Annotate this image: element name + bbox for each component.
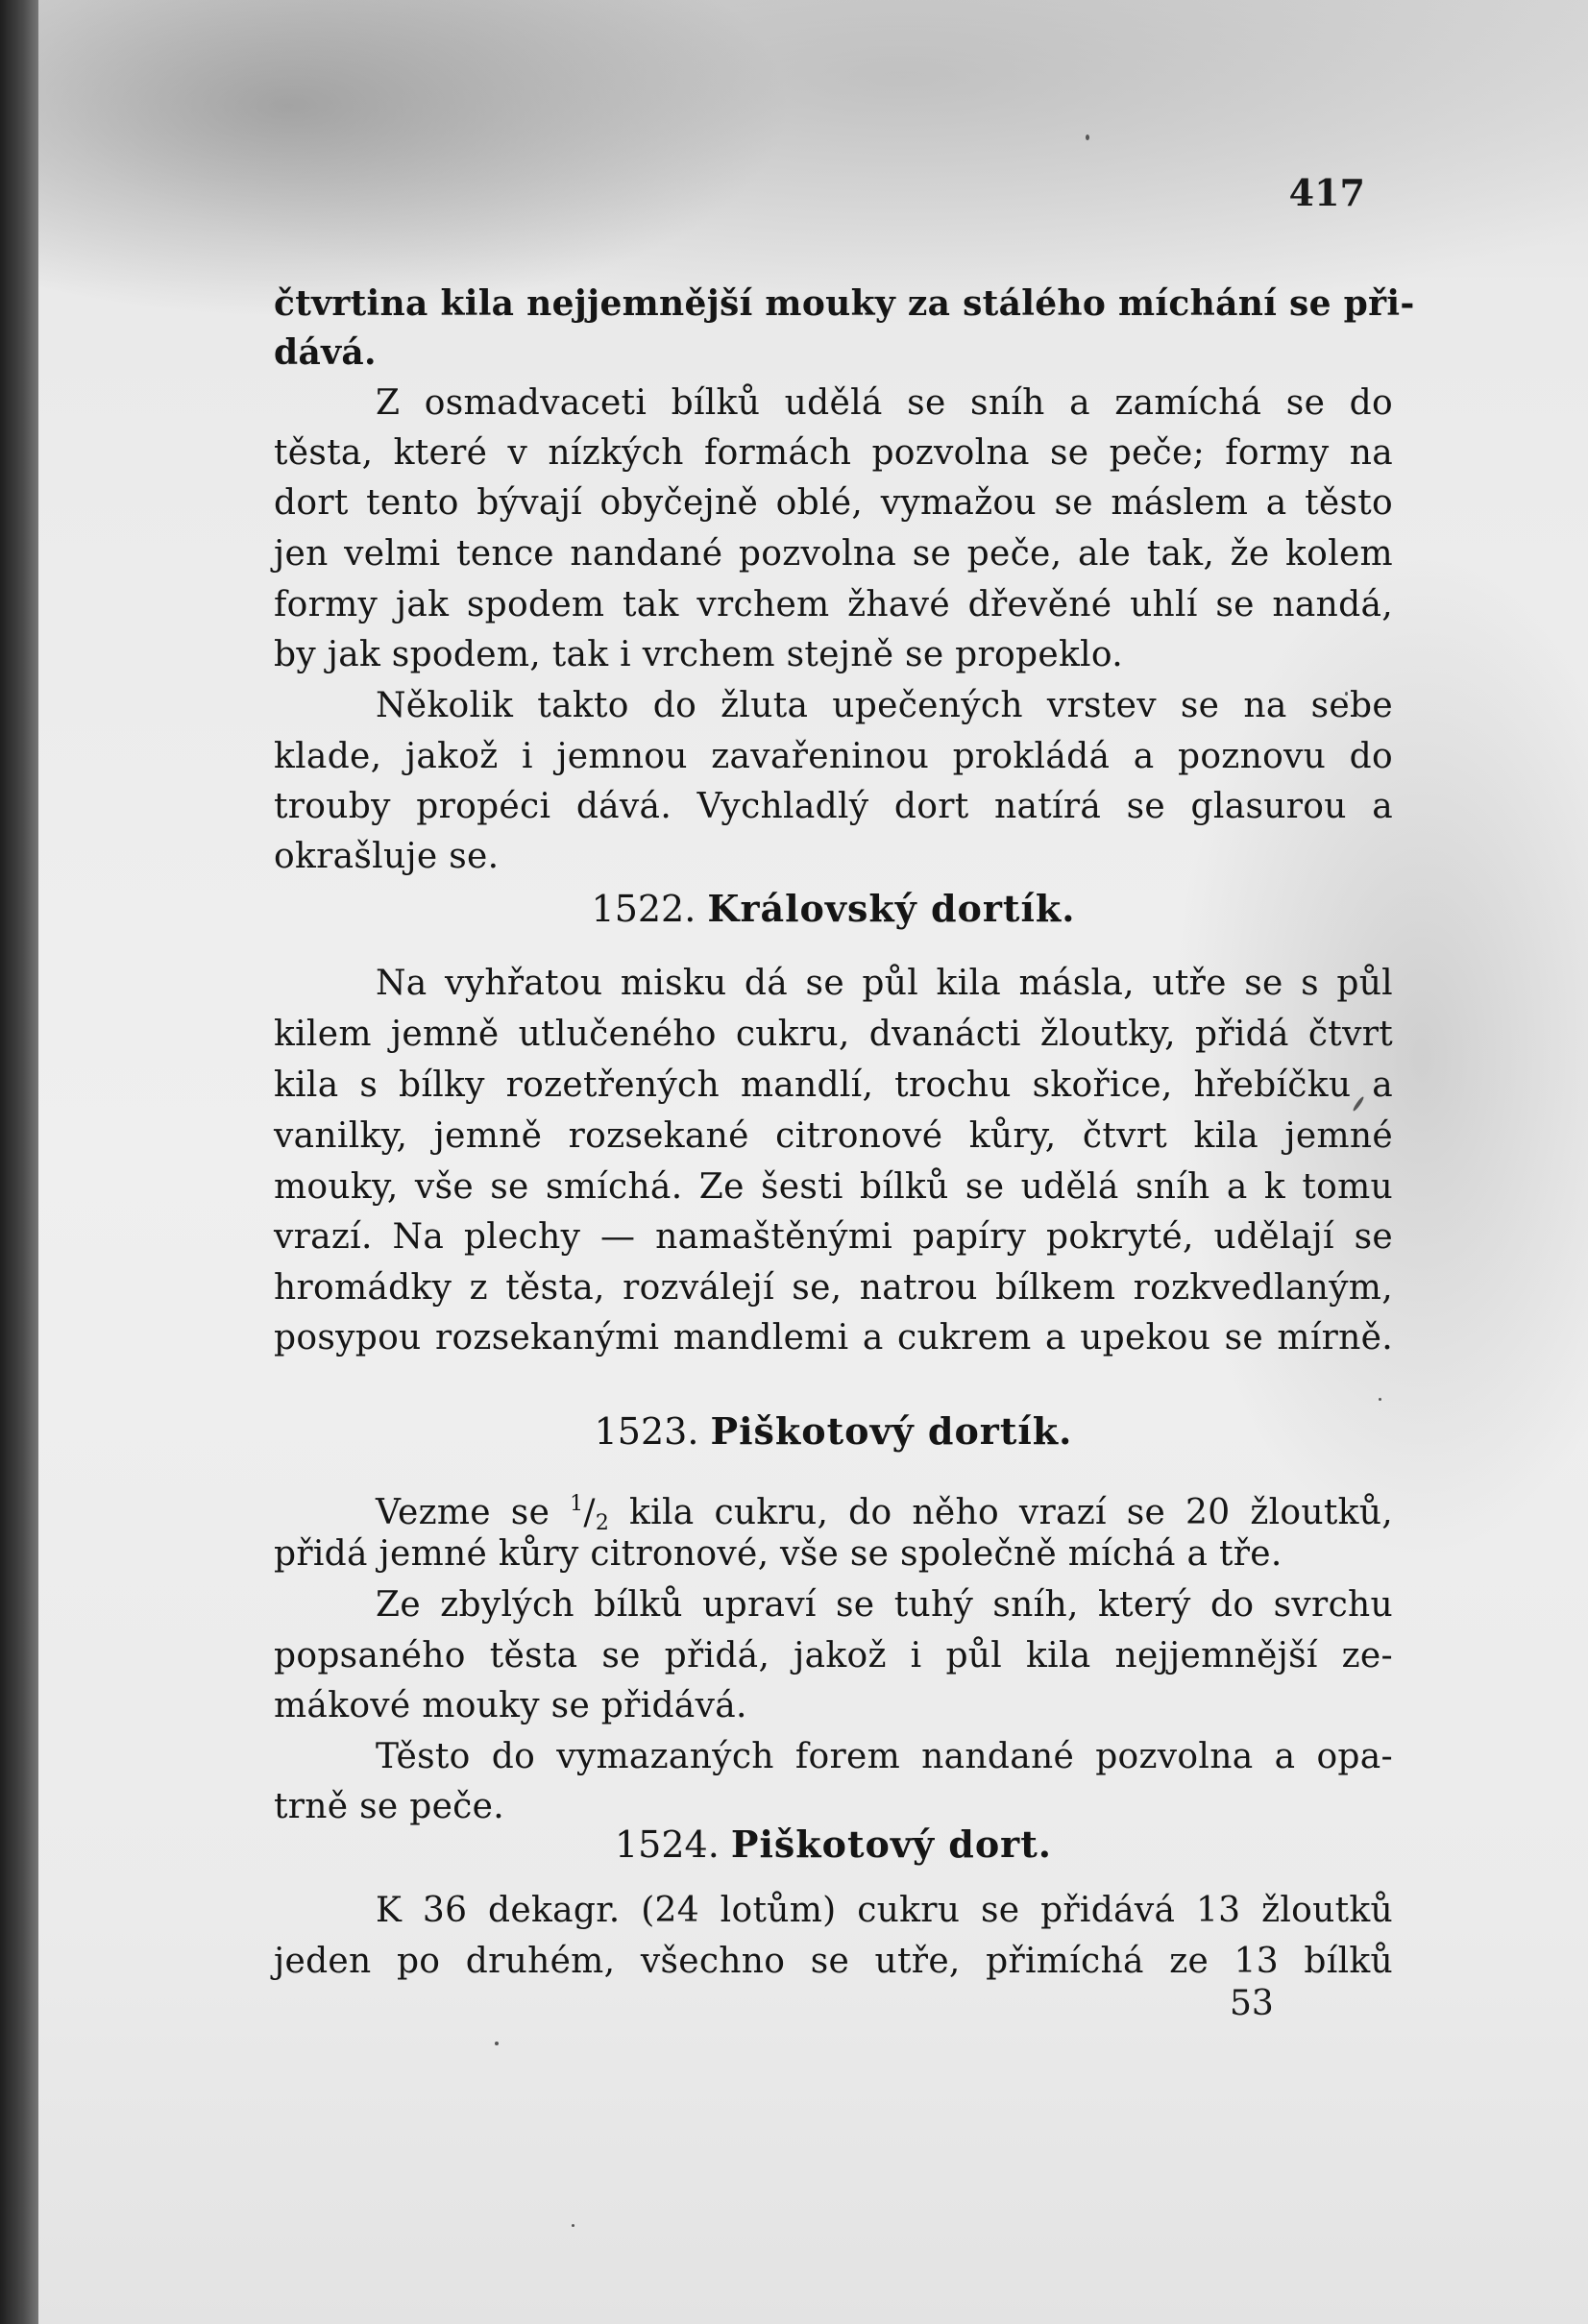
text-line: trouby propéci dává. Vychladlý dort natírá se glasurou a — [274, 787, 1393, 826]
text-line: přidá jemné kůry citronové, vše se společně míchá a tře. — [274, 1534, 1283, 1574]
text-line: čtvrtina kila nejjemnější mouky za stálého míchání se při- — [274, 283, 1415, 324]
book-page — [38, 0, 1588, 2324]
text-line: posypou rozsekanými mandlemi a cukrem a upekou se mírně. — [274, 1318, 1393, 1358]
printer-signature-mark: 53 — [1230, 1984, 1274, 2023]
text-line: klade, jakož i jemnou zavařeninou prokládá a poznovu do — [274, 737, 1393, 776]
text-fragment: Vezme se — [376, 1493, 571, 1532]
text-line: jen velmi tence nandané pozvolna se peče, ale tak, že kolem — [274, 534, 1393, 574]
recipe-number: 1522. — [591, 888, 696, 930]
recipe-number: 1524. — [615, 1823, 720, 1866]
text-line: hromádky z těsta, rozválejí se, natrou bílkem rozkvedlaným, — [274, 1268, 1393, 1308]
text-line: dort tento bývají obyčejně oblé, vymažou se máslem a těsto — [274, 483, 1393, 523]
text-line: mouky, vše se smíchá. Ze šesti bílků se udělá sníh a k tomu — [274, 1167, 1393, 1207]
text-line: formy jak spodem tak vrchem žhavé dřevěné uhlí se nandá, — [274, 585, 1393, 624]
book-gutter-shadow — [0, 0, 38, 2324]
text-line: Vezme se $^1/_2$ kila cukru, do něho vrazí se 20 žloutků, — [376, 1492, 1393, 1535]
text-line: Ze zbylých bílků upraví se tuhý sníh, který do svrchu — [376, 1585, 1393, 1625]
text-line: Těsto do vymazaných forem nandané pozvolna a opa- — [376, 1737, 1393, 1776]
text-line: kilem jemně utlučeného cukru, dvanácti žloutky, přidá čtvrt — [274, 1015, 1393, 1054]
recipe-heading — [274, 882, 1393, 936]
text-line: mákové mouky se přidává. — [274, 1686, 747, 1725]
text-line: popsaného těsta se přidá, jakož i půl kila nejjemnější ze- — [274, 1636, 1393, 1676]
text-line: okrašluje se. — [274, 837, 500, 876]
text-line: Několik takto do žluta upečených vrstev se na sebe — [376, 686, 1393, 725]
recipe-title: Královský dortík. — [707, 887, 1076, 930]
text-line: Z osmadvaceti bílků udělá se sníh a zamíchá se do — [376, 383, 1393, 423]
text-line: těsta, které v nízkých formách pozvolna se peče; formy na — [274, 433, 1393, 473]
text-line: kila s bílky rozetřených mandlí, trochu skořice, hřebíčku a — [274, 1065, 1393, 1105]
text-line: trně se peče. — [274, 1787, 504, 1826]
paper-speck — [1086, 135, 1089, 140]
text-line: vrazí. Na plechy — namaštěnými papíry pokryté, udělají se — [274, 1217, 1393, 1257]
recipe-title: Piškotový dortík. — [710, 1409, 1073, 1453]
recipe-heading — [274, 1405, 1393, 1458]
recipe-number: 1523. — [594, 1410, 699, 1453]
text-line: Na vyhřatou misku dá se půl kila másla, utře se s půl — [376, 964, 1393, 1003]
recipe-title: Piškotový dort. — [730, 1823, 1052, 1866]
text-fragment: kila cukru, do něho vrazí se 20 žloutků, — [609, 1493, 1393, 1532]
text-line: K 36 dekagr. (24 lotům) cukru se přidává 13 žloutků — [376, 1891, 1393, 1930]
paper-speck — [1379, 1398, 1381, 1401]
text-line: vanilky, jemně rozsekané citronové kůry, čtvrt kila jemné — [274, 1116, 1393, 1156]
page-number: 417 — [1288, 171, 1365, 214]
paper-speck — [495, 2042, 499, 2045]
fraction-denominator: 2 — [595, 1511, 610, 1535]
recipe-heading — [274, 1818, 1393, 1871]
text-line: by jak spodem, tak i vrchem stejně se propeklo. — [274, 635, 1123, 674]
text-line: dává. — [274, 332, 377, 373]
fraction-numerator: 1 — [570, 1492, 584, 1516]
paper-speck — [572, 2224, 574, 2227]
text-line: jeden po druhém, všechno se utře, přimíchá ze 13 bílků — [274, 1942, 1393, 1981]
